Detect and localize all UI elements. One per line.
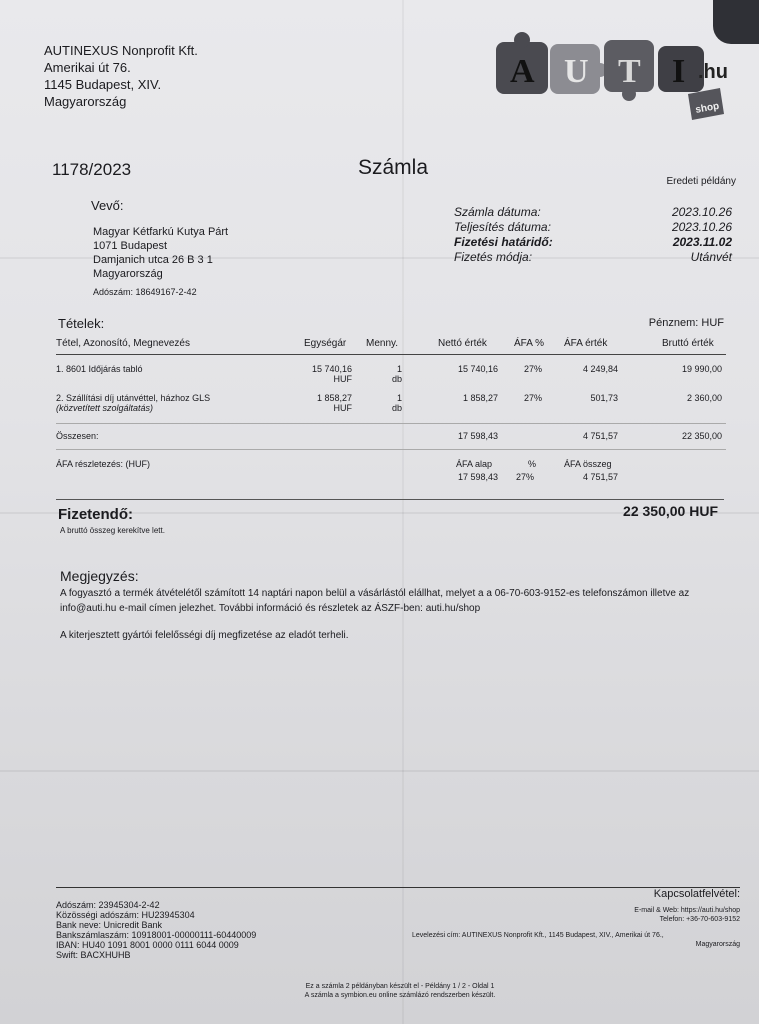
buyer-name: Magyar Kétfarkú Kutya Párt — [93, 226, 229, 238]
seller-name: AUTINEXUS Nonprofit Kft. — [44, 43, 198, 58]
vat-base-label: ÁFA alap — [456, 459, 493, 469]
vat-base: 17 598,43 — [457, 472, 498, 482]
total-label: Összesen: — [56, 431, 99, 441]
footer-community-tax-id: Közösségi adószám: HU23945304 — [56, 910, 195, 920]
total-gross: 22 350,00 — [681, 431, 722, 441]
col-vat: ÁFA érték — [564, 338, 608, 349]
item-unit-price: 1 858,27 — [316, 393, 352, 403]
col-unit-price: Egységár — [304, 338, 347, 349]
item-qty: 1 — [396, 393, 402, 403]
total-net: 17 598,43 — [457, 431, 498, 441]
logo-letter: A — [510, 53, 535, 90]
col-name: Tétel, Azonosító, Megnevezés — [56, 338, 190, 349]
invoice-date-label: Számla dátuma: — [454, 205, 541, 219]
buyer-tax-id: Adószám: 18649167-2-42 — [93, 287, 197, 297]
payable-value: 22 350,00 HUF — [623, 503, 718, 519]
invoice-number: 1178/2023 — [52, 160, 132, 179]
divider — [56, 423, 726, 424]
contact-info — [560, 906, 740, 924]
item-subtitle: (közvetített szolgáltatás) — [56, 403, 154, 413]
col-gross: Bruttó érték — [662, 338, 714, 349]
paper-fold — [402, 0, 404, 1024]
item-unit-price: 15 740,16 — [311, 364, 352, 374]
seller-address — [44, 42, 198, 110]
vat-pct-label: % — [528, 459, 537, 469]
buyer-street: Damjanich utca 26 B 3 1 — [93, 254, 213, 266]
paper-fold — [0, 770, 759, 772]
footer-bank-name: Bank neve: Unicredit Bank — [56, 920, 163, 930]
invoice-date: 2023.10.26 — [671, 205, 732, 219]
invoice-meta-values — [600, 205, 732, 265]
copy-label: Eredeti példány — [666, 176, 736, 187]
withdrawal-note: A fogyasztó a termék átvételétől számított 14 naptári napon belül a vásárlástól elállhat, melyet a a 06-70-603-9152-es telefonszámon illetve az info@auti.hu e-mail címen jelezhet. További információ és részletek az ÁSZF-ben: auti.hu/shop — [60, 588, 690, 614]
footer-bank-account: Bankszámlaszám: 10918001-00000111-60440009 — [56, 930, 257, 940]
payable-label: Fizetendő: — [58, 506, 133, 523]
mailing-address: Levelezési cím: AUTINEXUS Nonprofit Kft., 1145 Budapest, XIV., Amerikai út 76., — [412, 932, 664, 939]
seller-street: Amerikai út 76. — [44, 60, 131, 75]
item-net: 15 740,16 — [457, 364, 498, 374]
logo-letter: U — [564, 53, 589, 90]
vat-breakdown-label: ÁFA részletezés: (HUF) — [56, 459, 151, 469]
footer-swift: Swift: BACXHUHB — [56, 950, 131, 960]
footer-iban: IBAN: HU40 1091 8001 0000 0111 6044 0009 — [56, 940, 239, 950]
divider — [56, 499, 724, 500]
vat-pct: 27% — [516, 472, 535, 482]
payment-method: Utánvét — [690, 250, 732, 264]
notes-heading: Megjegyzés: — [60, 568, 139, 584]
buyer-heading: Vevő: — [91, 198, 124, 213]
totals-row — [56, 431, 726, 443]
mailing-country: Magyarország — [695, 941, 740, 948]
item-unit-currency: HUF — [333, 374, 352, 384]
copies-info — [230, 982, 570, 1000]
item-unit: db — [391, 374, 402, 384]
company-bank-info — [56, 900, 256, 960]
buyer-city: 1071 Budapest — [93, 240, 168, 252]
item-vat: 501,73 — [590, 393, 618, 403]
fulfillment-date-label: Teljesítés dátuma: — [454, 220, 551, 234]
vat-amount-label: ÁFA összeg — [564, 459, 612, 469]
item-gross: 2 360,00 — [686, 393, 722, 403]
vat-breakdown — [56, 459, 726, 483]
logo-domain: .hu — [698, 61, 728, 83]
auti-logo — [492, 30, 732, 126]
item-vat-pct: 27% — [524, 393, 543, 403]
divider — [56, 449, 726, 450]
logo-letter: I — [672, 53, 686, 90]
buyer-address — [93, 225, 228, 281]
item-qty: 1 — [396, 364, 402, 374]
col-net: Nettó érték — [438, 338, 487, 349]
item-name: 1. 8601 Időjárás tabló — [56, 364, 143, 374]
table-row — [56, 364, 726, 386]
payment-method-label: Fizetés módja: — [454, 250, 533, 264]
logo-letter: T — [618, 53, 641, 90]
item-unit: db — [391, 403, 402, 413]
due-date-label: Fizetési határidő: — [454, 235, 553, 249]
item-vat: 4 249,84 — [582, 364, 618, 374]
producer-fee-note: A kiterjesztett gyártói felelősségi díj megfizetése az eladót terheli. — [60, 630, 349, 641]
invoice-meta-labels — [454, 205, 553, 265]
contact-email-web: E-mail & Web: https://auti.hu/shop — [634, 907, 740, 914]
col-qty: Menny. — [366, 338, 399, 349]
item-vat-pct: 27% — [524, 364, 543, 374]
generator-line: A számla a symbion.eu online számlázó rendszerben készült. — [304, 992, 496, 999]
vat-amount: 4 751,57 — [582, 472, 618, 482]
buyer-country: Magyarország — [93, 268, 163, 280]
items-heading: Tételek: — [58, 316, 105, 331]
item-name: 2. Szállítási díj utánvéttel, házhoz GLS — [56, 393, 211, 403]
invoice-title: Számla — [358, 156, 429, 179]
item-gross: 19 990,00 — [681, 364, 722, 374]
item-net: 1 858,27 — [462, 393, 498, 403]
col-vat-pct: ÁFA % — [514, 338, 545, 349]
shop-badge-icon — [688, 88, 724, 120]
seller-city: 1145 Budapest, XIV. — [44, 77, 162, 92]
item-unit-currency: HUF — [333, 403, 352, 413]
footer-tax-id: Adószám: 23945304-2-42 — [56, 900, 160, 910]
due-date: 2023.11.02 — [672, 235, 732, 249]
copies-line: Ez a számla 2 példányban készült el - Példány 1 / 2 - Oldal 1 — [305, 983, 495, 990]
logo-badge-text: shop — [694, 100, 721, 116]
contact-phone: Telefon: +36-70-603-9152 — [659, 916, 740, 923]
table-row — [56, 393, 726, 415]
fulfillment-date: 2023.10.26 — [671, 220, 732, 234]
rounding-note: A bruttó összeg kerekítve lett. — [60, 526, 165, 535]
seller-country: Magyarország — [44, 94, 127, 109]
contact-heading: Kapcsolatfelvétel: — [653, 888, 740, 900]
items-table-header — [56, 336, 726, 355]
total-vat: 4 751,57 — [582, 431, 618, 441]
currency-label: Pénznem: HUF — [648, 317, 724, 329]
